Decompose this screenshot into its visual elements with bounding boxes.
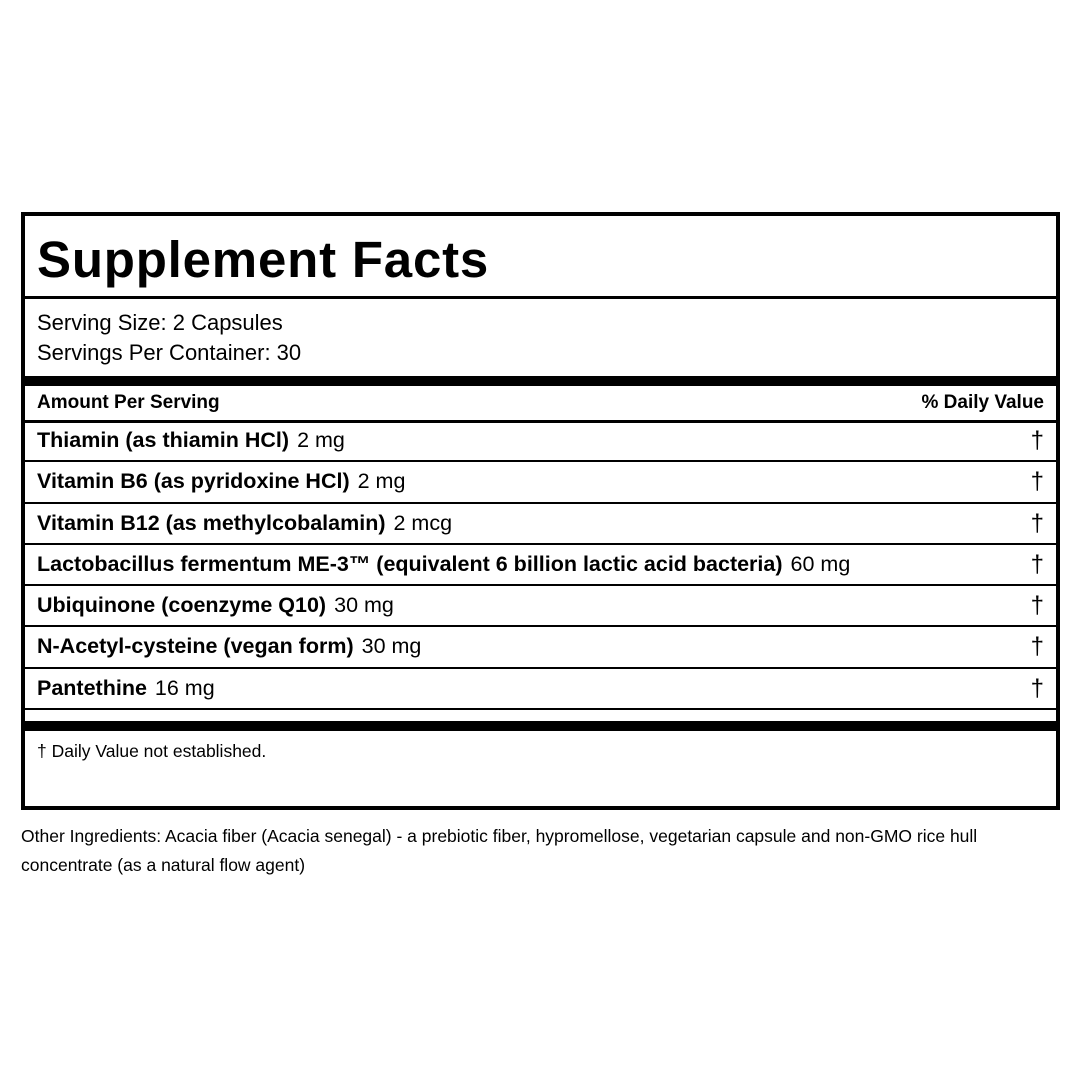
thick-divider-bottom (25, 721, 1056, 731)
panel-title: Supplement Facts (37, 231, 490, 288)
daily-value: † (1030, 550, 1044, 578)
daily-value: † (1030, 633, 1044, 661)
title-divider (25, 296, 1056, 299)
daily-value: † (1030, 674, 1044, 702)
ingredient-name: Vitamin B6 (as pyridoxine HCl) (37, 469, 350, 494)
ingredient-amount: 30 mg (361, 634, 422, 659)
table-row (25, 462, 1056, 503)
table-row (25, 545, 1056, 586)
daily-value: † (1030, 427, 1044, 454)
table-row (25, 586, 1056, 627)
daily-value-header: % Daily Value (921, 392, 1044, 413)
ingredient-amount: 60 mg (790, 551, 851, 576)
daily-value: † (1030, 468, 1044, 496)
ingredient-name: Ubiquinone (coenzyme Q10) (37, 593, 327, 618)
ingredient-amount: 30 mg (334, 593, 394, 618)
ingredient-amount: 16 mg (154, 675, 215, 700)
serving-info (37, 308, 301, 368)
ingredient-name: Vitamin B12 (as methylcobalamin) (37, 510, 386, 535)
ingredient-name: Pantethine (37, 675, 147, 700)
other-ingredients: Other Ingredients: Acacia fiber (Acacia senegal) - a prebiotic fiber, hypromellose, vegetarian capsule and non-GMO rice hull concentrate (as a natural flow agent) (21, 826, 978, 875)
amount-per-serving-header: Amount Per Serving (37, 392, 220, 413)
servings-per-container: Servings Per Container: 30 (37, 340, 302, 365)
table-row (25, 669, 1056, 710)
ingredient-name: Thiamin (as thiamin HCl) (37, 428, 290, 452)
ingredient-name: Lactobacillus fermentum ME-3™ (equivalent 6 billion lactic acid bacteria) (37, 551, 783, 576)
footnote: † Daily Value not established. (37, 741, 267, 761)
table-row (25, 504, 1056, 545)
thick-divider-top (25, 376, 1056, 386)
table-row (25, 627, 1056, 668)
ingredient-amount: 2 mg (297, 428, 345, 452)
daily-value: † (1030, 592, 1044, 620)
ingredient-table (25, 421, 1056, 710)
table-header (37, 390, 1044, 416)
serving-size: Serving Size: 2 Capsules (37, 310, 283, 335)
ingredient-amount: 2 mcg (393, 510, 453, 535)
ingredient-name: N-Acetyl-cysteine (vegan form) (37, 634, 354, 659)
ingredient-amount: 2 mg (357, 469, 406, 494)
supplement-facts-panel (21, 212, 1060, 810)
daily-value: † (1030, 509, 1044, 537)
table-row (25, 421, 1056, 462)
